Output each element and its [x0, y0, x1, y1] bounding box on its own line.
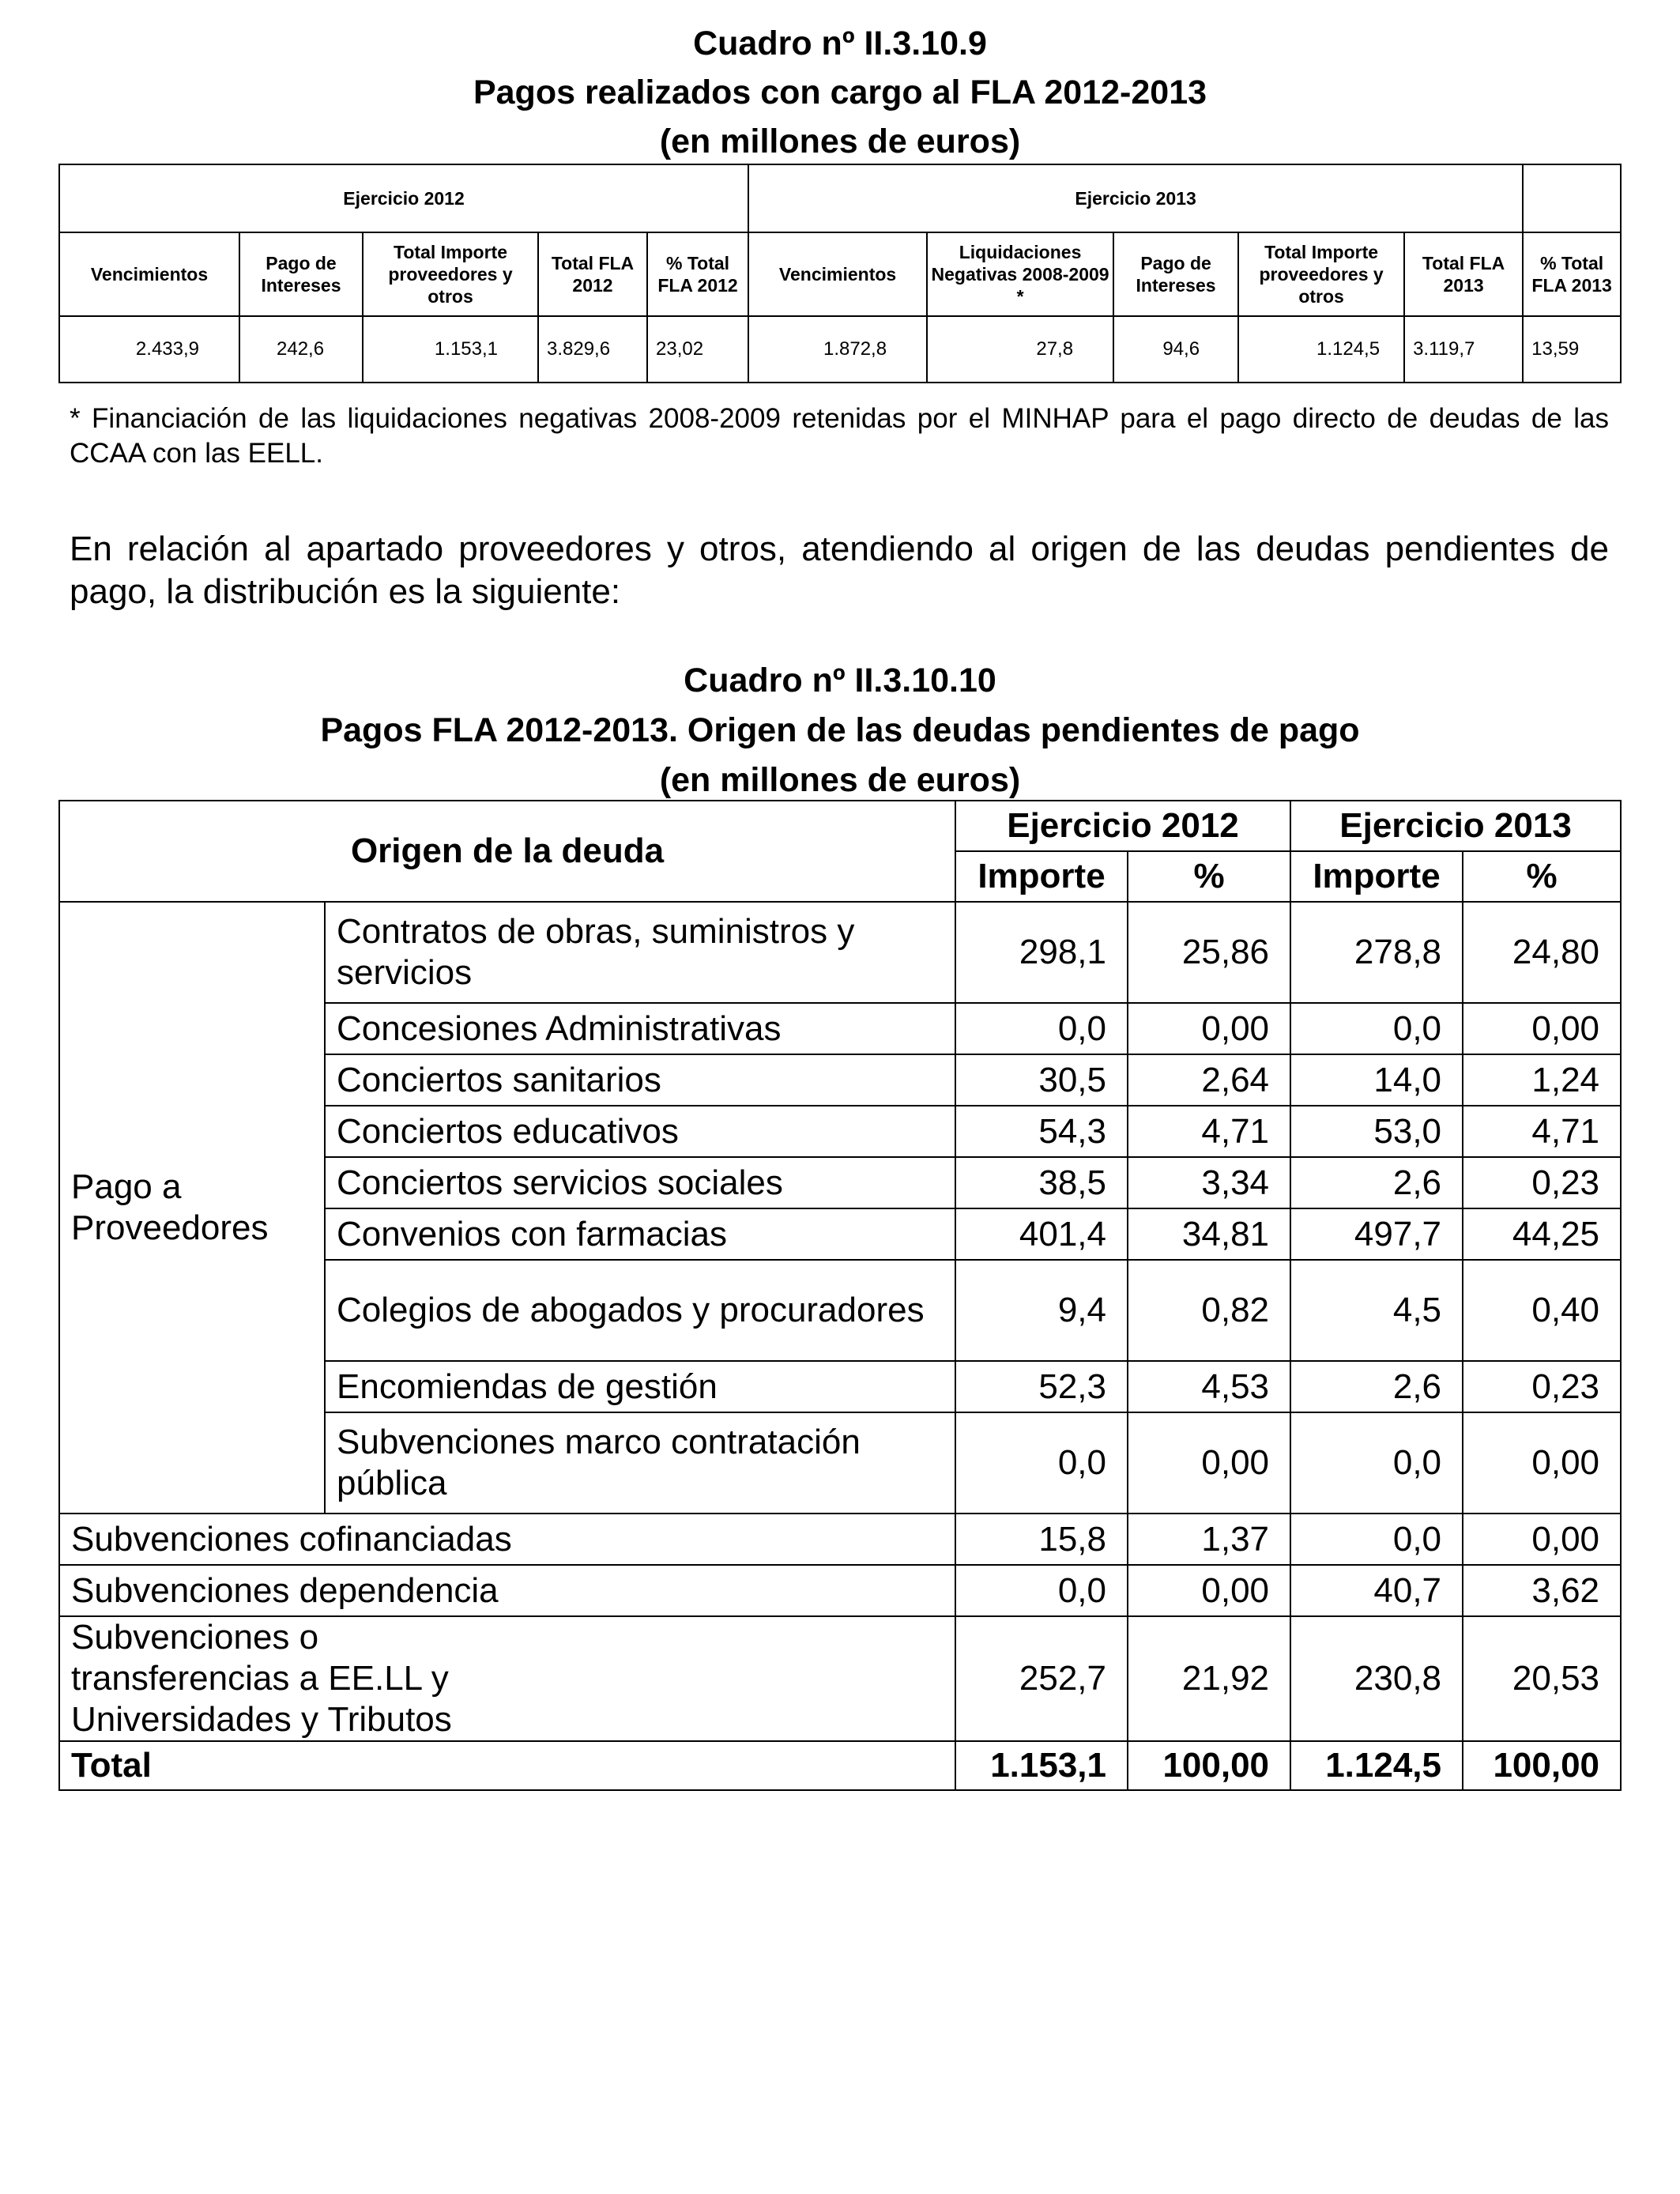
value-cell: 1.872,8 — [748, 316, 927, 383]
importe-2012: 52,3 — [955, 1361, 1128, 1412]
pct-2013: 0,00 — [1463, 1003, 1621, 1054]
importe-header-2013: Importe — [1290, 851, 1463, 902]
total-importe-2012: 1.153,1 — [955, 1741, 1128, 1790]
importe-2013: 230,8 — [1290, 1616, 1463, 1741]
row-label: Encomiendas de gestión — [325, 1361, 955, 1412]
pct-2013: 0,00 — [1463, 1412, 1621, 1514]
total-pct-2012: 100,00 — [1128, 1741, 1290, 1790]
pct-2012: 4,53 — [1128, 1361, 1290, 1412]
pct-2013: 1,24 — [1463, 1054, 1621, 1106]
group-header-2013: Ejercicio 2013 — [748, 164, 1523, 232]
pct-2012: 1,37 — [1128, 1514, 1290, 1565]
pct-2012: 0,00 — [1128, 1003, 1290, 1054]
value-cell: 27,8 — [927, 316, 1113, 383]
group-header-2012: Ejercicio 2012 — [59, 164, 748, 232]
table2-title: Cuadro nº II.3.10.10 — [684, 662, 996, 699]
pct-2012: 4,71 — [1128, 1106, 1290, 1157]
importe-2013: 0,0 — [1290, 1514, 1463, 1565]
value-cell: 242,6 — [239, 316, 363, 383]
row-label: Conciertos servicios sociales — [325, 1157, 955, 1208]
row-label: Conciertos educativos — [325, 1106, 955, 1157]
pct-2013: 4,71 — [1463, 1106, 1621, 1157]
pct-2013: 3,62 — [1463, 1565, 1621, 1616]
pct-2013: 0,23 — [1463, 1361, 1621, 1412]
importe-2012: 54,3 — [955, 1106, 1128, 1157]
importe-2012: 252,7 — [955, 1616, 1128, 1741]
column-header: Vencimientos — [59, 232, 239, 316]
column-header: Total Importe proveedores y otros — [363, 232, 538, 316]
column-header: % Total FLA 2013 — [1523, 232, 1621, 316]
group-label-pago-proveedores: Pago a Proveedores — [59, 902, 325, 1514]
column-header: Total FLA 2012 — [538, 232, 647, 316]
total-pct-2013: 100,00 — [1463, 1741, 1621, 1790]
value-cell: 23,02 — [647, 316, 748, 383]
table1-title: Cuadro nº II.3.10.9 — [693, 25, 987, 62]
value-cell: 13,59 — [1523, 316, 1621, 383]
table2-subtitle: Pagos FLA 2012-2013. Origen de las deudas pendientes de pago — [320, 711, 1360, 749]
pct-2012: 2,64 — [1128, 1054, 1290, 1106]
pct-2012: 34,81 — [1128, 1208, 1290, 1260]
importe-2012: 0,0 — [955, 1003, 1128, 1054]
importe-2012: 0,0 — [955, 1565, 1128, 1616]
column-header: Vencimientos — [748, 232, 927, 316]
fla-payments-table — [58, 164, 1622, 383]
column-header: Pago de Intereses — [1113, 232, 1238, 316]
importe-2013: 40,7 — [1290, 1565, 1463, 1616]
row-label: Colegios de abogados y procuradores — [325, 1260, 955, 1361]
pct-2012: 0,00 — [1128, 1565, 1290, 1616]
importe-2012: 401,4 — [955, 1208, 1128, 1260]
year-header-2012: Ejercicio 2012 — [955, 801, 1290, 851]
importe-2012: 30,5 — [955, 1054, 1128, 1106]
importe-2013: 2,6 — [1290, 1361, 1463, 1412]
row-label: Conciertos sanitarios — [325, 1054, 955, 1106]
value-cell: 1.153,1 — [363, 316, 538, 383]
importe-header-2012: Importe — [955, 851, 1128, 902]
origin-header: Origen de la deuda — [59, 801, 955, 902]
pct-2012: 25,86 — [1128, 902, 1290, 1003]
table-row — [59, 1616, 1621, 1741]
table-row — [59, 1514, 1621, 1565]
importe-2012: 15,8 — [955, 1514, 1128, 1565]
column-header: Pago de Intereses — [239, 232, 363, 316]
debt-origin-table — [58, 800, 1622, 1791]
value-cell: 3.119,7 — [1404, 316, 1523, 383]
column-header: % Total FLA 2012 — [647, 232, 748, 316]
pct-2013: 24,80 — [1463, 902, 1621, 1003]
column-header: Liquidaciones Negativas 2008-2009 * — [927, 232, 1113, 316]
importe-2012: 298,1 — [955, 902, 1128, 1003]
table-row — [59, 902, 1621, 1003]
table1-subtitle: Pagos realizados con cargo al FLA 2012-2013 — [473, 74, 1207, 111]
pct-2012: 3,34 — [1128, 1157, 1290, 1208]
importe-2013: 497,7 — [1290, 1208, 1463, 1260]
importe-2012: 38,5 — [955, 1157, 1128, 1208]
table2-units: (en millones de euros) — [659, 761, 1021, 799]
row-label: Subvenciones cofinanciadas — [59, 1514, 955, 1565]
row-label: Concesiones Administrativas — [325, 1003, 955, 1054]
value-cell: 94,6 — [1113, 316, 1238, 383]
importe-2013: 0,0 — [1290, 1412, 1463, 1514]
year-header-2013: Ejercicio 2013 — [1290, 801, 1621, 851]
row-label: Convenios con farmacias — [325, 1208, 955, 1260]
column-header: Total FLA 2013 — [1404, 232, 1523, 316]
importe-2013: 0,0 — [1290, 1003, 1463, 1054]
importe-2013: 278,8 — [1290, 902, 1463, 1003]
row-label: Subvenciones marco contratación pública — [325, 1412, 955, 1514]
pct-2013: 0,23 — [1463, 1157, 1621, 1208]
pct-header-2012: % — [1128, 851, 1290, 902]
importe-2013: 4,5 — [1290, 1260, 1463, 1361]
pct-2013: 44,25 — [1463, 1208, 1621, 1260]
importe-2013: 53,0 — [1290, 1106, 1463, 1157]
importe-2013: 2,6 — [1290, 1157, 1463, 1208]
pct-2012: 21,92 — [1128, 1616, 1290, 1741]
importe-2012: 9,4 — [955, 1260, 1128, 1361]
table1-footnote: * Financiación de las liquidaciones negativas 2008-2009 retenidas por el MINHAP para el pago directo de deudas de las CCAA con las EELL. — [70, 403, 1609, 469]
row-label: Subvenciones dependencia — [59, 1565, 955, 1616]
importe-2012: 0,0 — [955, 1412, 1128, 1514]
pct-2012: 0,82 — [1128, 1260, 1290, 1361]
value-cell: 3.829,6 — [538, 316, 647, 383]
column-header: Total Importe proveedores y otros — [1238, 232, 1404, 316]
body-paragraph: En relación al apartado proveedores y otros, atendiendo al origen de las deudas pendientes de pago, la distribución es la siguiente: — [70, 530, 1609, 611]
table-row — [59, 316, 1621, 383]
value-cell: 2.433,9 — [59, 316, 239, 383]
pct-2012: 0,00 — [1128, 1412, 1290, 1514]
empty-header-cell — [1523, 164, 1621, 232]
row-label: Subvenciones o transferencias a EE.LL y Universidades y Tributos — [59, 1616, 955, 1741]
pct-2013: 0,00 — [1463, 1514, 1621, 1565]
table1-units: (en millones de euros) — [659, 123, 1021, 160]
total-importe-2013: 1.124,5 — [1290, 1741, 1463, 1790]
row-label: Contratos de obras, suministros y servicios — [325, 902, 955, 1003]
pct-2013: 20,53 — [1463, 1616, 1621, 1741]
table-row — [59, 1565, 1621, 1616]
importe-2013: 14,0 — [1290, 1054, 1463, 1106]
value-cell: 1.124,5 — [1238, 316, 1404, 383]
pct-header-2013: % — [1463, 851, 1621, 902]
total-row — [59, 1741, 1621, 1790]
total-label: Total — [59, 1741, 955, 1790]
pct-2013: 0,40 — [1463, 1260, 1621, 1361]
